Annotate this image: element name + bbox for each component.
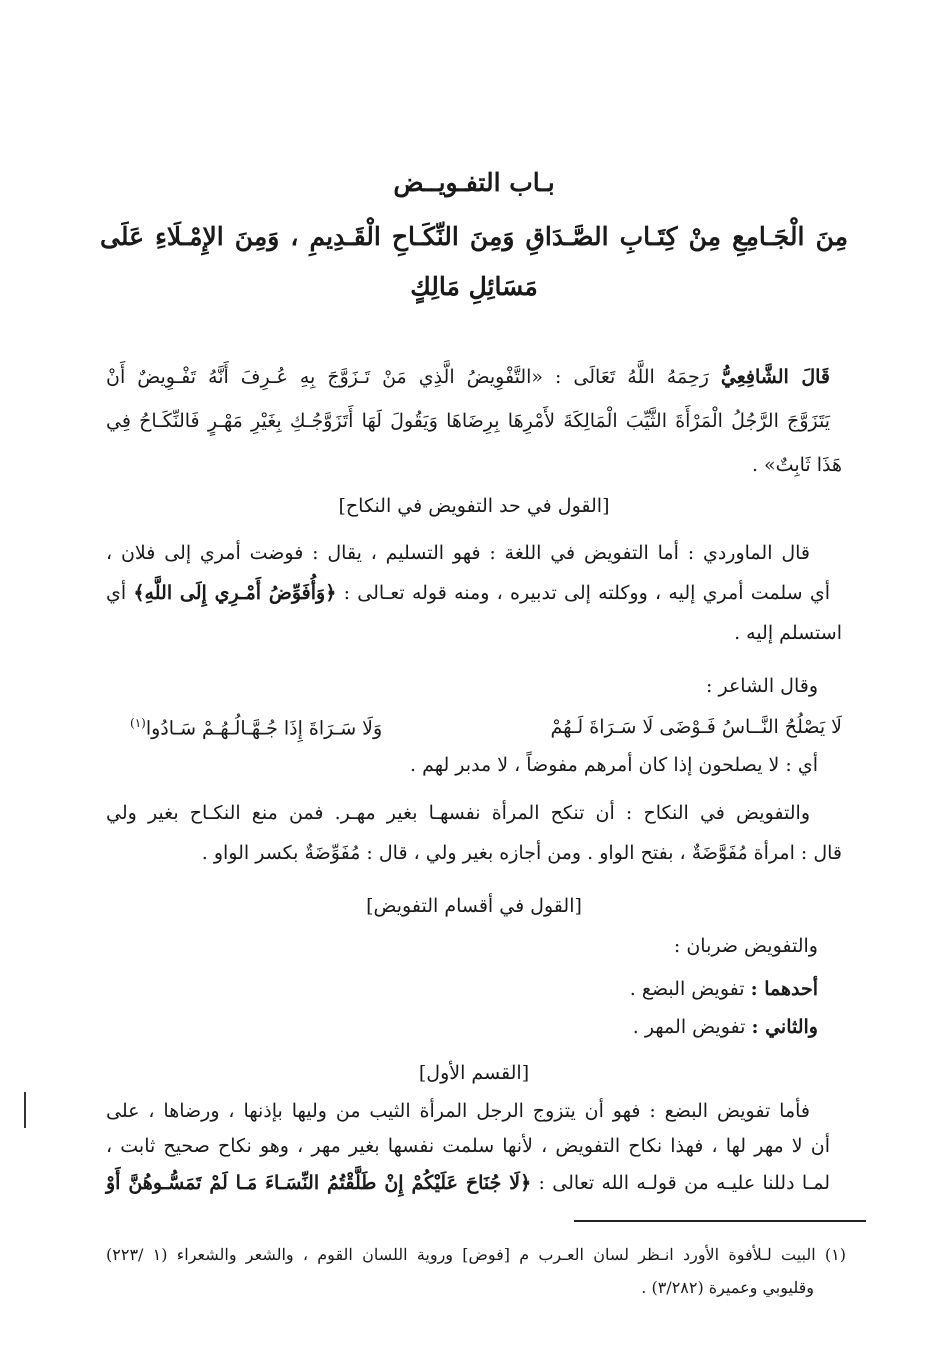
section3-line-3-text: لمـا دللنا عليـه من قولـه الله تعالى :: [531, 1172, 830, 1194]
divisions-intro: والتفويض ضربان :: [673, 935, 818, 957]
intro-line-3: هَذَا ثَابِتٌ» .: [751, 454, 842, 476]
section3-line-1: فأما تفويض البضع : فهو أن يتزوج الرجل المرأة الثيب من وليها بإذنها ، ورضاها ، على: [106, 1100, 810, 1122]
quran-quote-2: ﴿لَا جُنَاحَ عَلَيْكُمْ إِنْ طَلَّقْتُمُ النِّسَـاءَ مَـا لَمْ تَمَسُّـوهُنَّ أَوْ: [106, 1172, 532, 1194]
division-item-2-label: والثاني :: [751, 1016, 818, 1038]
section1-line-2-text: أي سلمت أمري إليه ، ووكلته إلى تدبيره ، ومنه قوله تعـالى :: [336, 582, 830, 604]
chapter-title: بـاب التفـويــض: [393, 168, 555, 197]
author-name: قَالَ الشَّافِعِيُّ: [720, 366, 831, 388]
poem-explanation: أي : لا يصلحون إذا كان أمرهم مفوضاً ، لا مدبر لهم .: [409, 754, 818, 776]
division-item-2: [633, 1016, 818, 1038]
footnote-divider: [574, 1220, 866, 1222]
division-item-1-label: أحدهما :: [750, 978, 818, 1000]
section1-paragraph-line-2: قال : امرأة مُفَوَّضَةٌ ، بفتح الواو . ومن أجازه بغير ولي ، قال : مُفَوِّضَةٌ بكسر الواو .: [201, 842, 842, 864]
quran-quote: ﴿وَأُفَوِّضُ أَمْـرِي إِلَى اللَّهِ﴾: [133, 582, 337, 604]
footnote-line-1: (١) البيت لـلأفوة الأورد انـظر لسان العـرب م [فوض] وروية اللسان القوم ، والشعر والشعراء (١ /٢٢٣): [106, 1245, 846, 1264]
section-heading-divisions: [القول في أقسام التفويض]: [366, 895, 582, 917]
section1-line-3: استسلم إليه .: [734, 622, 842, 644]
section1-line-2-end: أي: [106, 582, 134, 604]
poem-hemistich-2: [130, 716, 382, 739]
intro-line-1: [106, 366, 830, 388]
section1-line-1: قال الماوردي : أما التفويض في اللغة : فهو التسليم ، يقال : فوضت أمري إلى فلان ،: [106, 542, 810, 564]
chapter-subtitle: مِنَ الْجَـامِعِ مِنْ كِتَـابِ الصَّـدَاقِ وَمِنَ النِّكَـاحِ الْقَـدِيمِ ، وَمِنَ الإِمْـلَاءِ عَلَى: [100, 222, 848, 251]
section3-line-3: [106, 1172, 830, 1194]
section3-line-2: أن لا مهر لها ، فهذا نكاح التفويض ، لأنها سلمت نفسها بغير مهر ، وهو نكاح صحيح ثابت ،: [106, 1135, 830, 1157]
division-item-2-text: تفويض المهر .: [632, 1016, 752, 1038]
margin-mark: [24, 1092, 26, 1128]
section1-line-2: [106, 582, 830, 604]
footnote-marker: (١): [130, 716, 146, 730]
division-item-1-text: تفويض البضع .: [629, 978, 751, 1000]
intro-line-2: يَتَزَوَّجَ الرَّجُلُ الْمَرْأَةَ الثَّيِّبَ الْمَالِكَةَ لأَمْرِهَا بِرِضَاهَا وَيَقُولَ لَهَا أَتَزَوَّجُـكِ بِغَيْرِ مَهْـرٍ فَالنِّكَـاحُ فِي: [106, 410, 830, 432]
intro-line-1-text: رَحِمَهُ اللَّهُ تَعَالَى : «التَّفْوِيضُ الَّذِي مَنْ تَـزَوَّجَ بِهِ عُـرِفَ أَنَّهُ تَفْـوِيضٌ أَنْ: [106, 366, 721, 388]
footnote-line-2: وقليوبي وعميرة (٣/٢٨٢) .: [641, 1278, 814, 1297]
chapter-subtitle-continued: مَسَائِلِ مَالِكٍ: [410, 272, 538, 301]
poet-intro: وقال الشاعر :: [706, 675, 818, 697]
section-heading-definition: [القول في حد التفويض في النكاح]: [338, 495, 610, 517]
section1-paragraph-line-1: والتفويض في النكاح : أن تنكح المرأة نفسهـا بغير مهـر. فمن منع النكـاح بغير ولي: [106, 802, 810, 824]
section-heading-first-part: [القسم الأول]: [418, 1062, 530, 1084]
poem-hemistich-1: لَا يَصْلُحُ النَّــاسُ فَـوْضَى لَا سَـرَاةَ لَـهُمْ: [550, 716, 842, 738]
division-item-1: [630, 978, 818, 1000]
poem-hemistich-2-text: وَلَا سَـرَاةَ إِذَا جُـهَّـالُـهُـمْ سَـادُوا: [145, 717, 383, 740]
